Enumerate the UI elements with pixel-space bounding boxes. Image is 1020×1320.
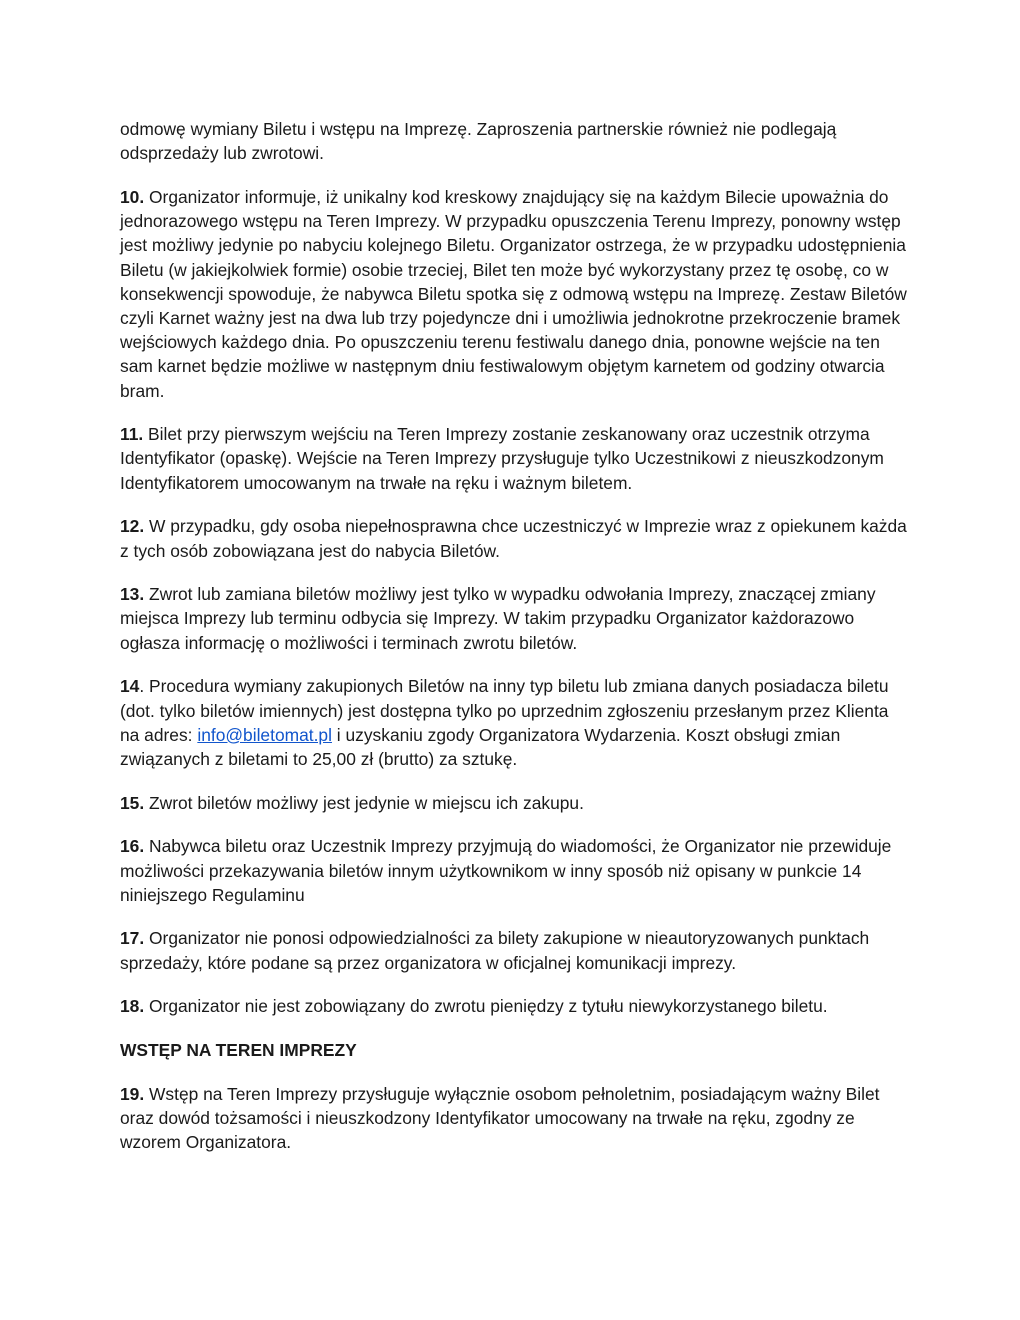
paragraph-14 <box>120 674 910 771</box>
paragraph-continuation <box>120 117 910 165</box>
paragraph-10 <box>120 185 910 403</box>
paragraph-number: 17. <box>120 928 145 949</box>
paragraph-19 <box>120 1082 910 1155</box>
paragraph-number: 11. <box>120 424 144 445</box>
document-page <box>120 117 910 1174</box>
paragraph-number: 13. <box>120 584 145 605</box>
paragraph-17 <box>120 926 910 974</box>
paragraph-number: 16. <box>120 836 145 857</box>
paragraph-text: Zwrot lub zamiana biletów możliwy jest tylko w wypadku odwołania Imprezy, znaczącej zmiany miejsca Imprezy lub terminu odbycia się Imprezy. W takim przypadku Organizator każdorazowo ogłasza informację o możliwości i terminach zwrotu biletów. <box>120 584 876 653</box>
paragraph-number: 14 <box>120 676 140 697</box>
paragraph-text: W przypadku, gdy osoba niepełnosprawna chce uczestniczyć w Imprezie wraz z opiekunem każda z tych osób zobowiązana jest do nabycia Biletów. <box>120 516 907 561</box>
paragraph-text: Organizator nie jest zobowiązany do zwrotu pieniędzy z tytułu niewykorzystanego biletu. <box>144 996 828 1017</box>
paragraph-text: Zwrot biletów możliwy jest jedynie w miejscu ich zakupu. <box>144 792 584 813</box>
paragraph-text: i uzyskaniu zgody Organizatora Wydarzenia. Koszt obsługi zmian związanych z biletami to 25,00 zł (brutto) za sztukę. <box>120 724 841 769</box>
paragraph-text: Organizator informuje, iż unikalny kod kreskowy znajdujący się na każdym Bilecie upoważnia do jednorazowego wstępu na Teren Imprezy. W przypadku opuszczenia Terenu Imprezy, ponowny wstęp jest możliwy jedynie po nabyciu kolejnego Biletu. Organizator ostrzega, że w przypadku udostępnienia Biletu (w jakiejkolwiek formie) osobie trzeciej, Bilet ten może być wykorzystany przez tę osobę, co w konsekwencji spowoduje, że nabywca Biletu spotka się z odmową wstępu na Imprezę. Zestaw Biletów czyli Karnet ważny jest na dwa lub trzy pojedyncze dni i umożliwia jednokrotne przekroczenie bramek wejściowych każdego dnia. Po opuszczeniu terenu festiwalu danego dnia, ponowne wejście na ten sam karnet będzie możliwe w następnym dniu festiwalowym objętym karnetem od godziny otwarcia bram. <box>120 186 907 401</box>
paragraph-15 <box>120 791 910 815</box>
paragraph-number: 15. <box>120 792 145 813</box>
paragraph-number: 19. <box>120 1083 145 1104</box>
paragraph-16 <box>120 834 910 907</box>
paragraph-18 <box>120 994 910 1018</box>
paragraph-text: Wstęp na Teren Imprezy przysługuje wyłącznie osobom pełnoletnim, posiadającym ważny Bilet oraz dowód tożsamości i nieuszkodzony Identyfikator umocowany na trwałe na ręku, zgodny ze wzorem Organizatora. <box>120 1083 880 1153</box>
email-link[interactable]: info@biletomat.pl <box>197 724 332 745</box>
paragraph-text: Organizator nie ponosi odpowiedzialności za bilety zakupione w nieautoryzowanych punktach sprzedaży, które podane są przez organizatora w oficjalnej komunikacji imprezy. <box>120 928 870 973</box>
paragraph-11 <box>120 422 910 495</box>
paragraph-text: Nabywca biletu oraz Uczestnik Imprezy przyjmują do wiadomości, że Organizator nie przewiduje możliwości przekazywania biletów innym użytkownikom w inny sposób niż opisany w punkcie 14 niniejszego Regulaminu <box>120 836 892 905</box>
section-heading: WSTĘP NA TEREN IMPREZY <box>120 1040 357 1061</box>
paragraph-text: Bilet przy pierwszym wejściu na Teren Imprezy zostanie zeskanowany oraz uczestnik otrzyma Identyfikator (opaskę). Wejście na Teren Imprezy przysługuje tylko Uczestnikowi z nieuszkodzonym Identyfikatorem umocowanym na trwałe na ręku i ważnym biletem. <box>120 424 884 493</box>
paragraph-13 <box>120 582 910 655</box>
paragraph-text: . Procedura wymiany zakupionych Biletów na inny typ biletu lub zmiana danych posiadacza biletu (dot. tylko biletów imiennych) jest dostępna tylko po uprzednim zgłoszeniu przesłanym przez Klienta na adres: <box>120 676 889 745</box>
paragraph-number: 12. <box>120 516 145 537</box>
paragraph-number: 18. <box>120 996 145 1017</box>
paragraph-12 <box>120 514 910 562</box>
paragraph-text: odmowę wymiany Biletu i wstępu na Imprezę. Zaproszenia partnerskie również nie podlegają odsprzedaży lub zwrotowi. <box>120 119 837 164</box>
paragraph-number: 10. <box>120 186 145 207</box>
